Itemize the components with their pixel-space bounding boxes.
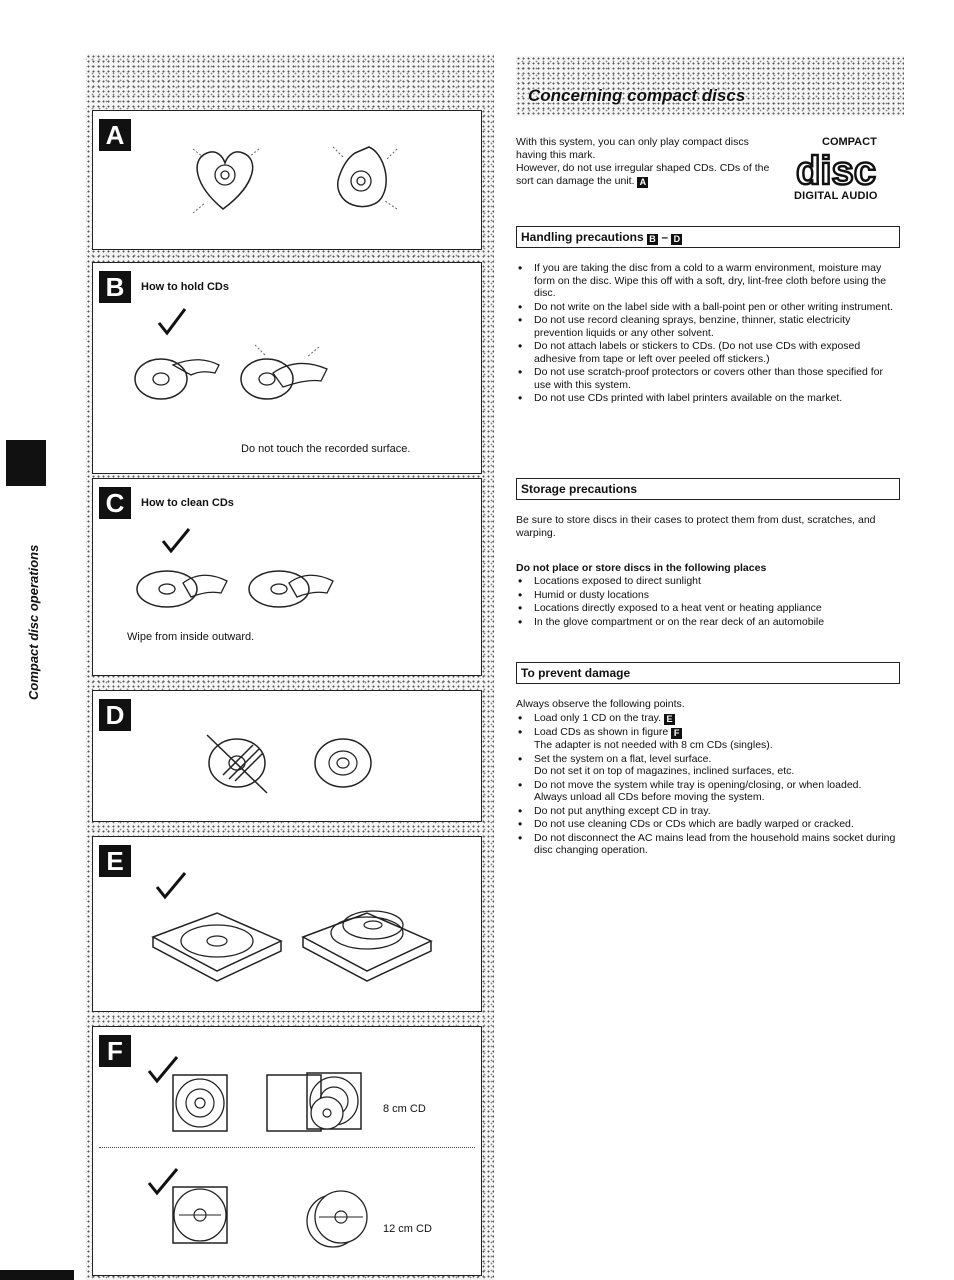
list-item — [516, 779, 900, 804]
list-item: • Do not use CDs printed with label printers available on the market. — [516, 392, 900, 405]
checkmark-icon — [163, 529, 189, 551]
label-8cm-cd: 8 cm CD — [383, 1103, 426, 1115]
list-item: • Locations directly exposed to a heat vent or heating appliance — [516, 602, 900, 615]
panel-c-title: How to clean CDs — [141, 497, 234, 509]
list-item: • Locations exposed to direct sunlight — [516, 575, 900, 588]
panel-b-title: How to hold CDs — [141, 281, 229, 293]
damage-heading-box — [516, 662, 900, 684]
damage-item-1: Load only 1 CD on the tray. — [534, 712, 662, 724]
intro-paragraph — [516, 136, 778, 188]
bottom-tab-marker — [0, 1270, 74, 1280]
panel-c-caption: Wipe from inside outward. — [127, 631, 255, 643]
list-item: • Do not use scratch-proof protectors or covers other than those specified for use with this system. — [516, 366, 900, 391]
logo-bottom-text: DIGITAL AUDIO — [794, 190, 878, 202]
cd-12cm-illustration — [143, 1157, 283, 1267]
list-item: • Do not put anything except CD in tray. — [516, 805, 900, 818]
damage-list — [516, 712, 900, 858]
panel-d-letter: D — [99, 699, 131, 731]
panel-e — [92, 836, 482, 1012]
panel-b — [92, 262, 482, 474]
panel-d — [92, 690, 482, 822]
panel-f — [92, 1026, 482, 1276]
damage-item-3-sub: Do not set it on top of magazines, inclined surfaces, etc. — [534, 765, 795, 777]
list-item: • If you are taking the disc from a cold to a warm environment, moisture may form on the disc. Wipe this off with a soft, dry, lint-free cloth before using the disc. — [516, 262, 900, 300]
tray-load-illustration — [133, 867, 473, 997]
list-item: • Do not attach labels or stickers to CDs. (Do not use CDs with exposed adhesive from tape or left over peeled off stickers.) — [516, 340, 900, 365]
disc-logo-wordmark — [794, 148, 904, 188]
section-title: Concerning compact discs — [528, 86, 746, 105]
list-item: • In the glove compartment or on the rear deck of an automobile — [516, 616, 900, 629]
figure-ref-a: A — [637, 177, 648, 188]
damage-item-2: Load CDs as shown in figure — [534, 726, 669, 738]
logo-word: disc — [796, 149, 877, 188]
list-item: • Do not disconnect the AC mains lead from the household mains socket during disc changing operation. — [516, 832, 900, 857]
intro-line-1: With this system, you can only play compact discs having this mark. — [516, 136, 749, 161]
intro-line-2: However, do not use irregular shaped CDs. CDs of the sort can damage the unit. — [516, 162, 770, 187]
handling-heading-box — [516, 226, 900, 248]
list-item — [516, 712, 900, 725]
list-item — [516, 726, 900, 752]
panel-a — [92, 110, 482, 250]
illustration-column — [86, 54, 494, 1280]
cd-12cm-wrong-illustration — [303, 1187, 383, 1257]
wipe-cd-illustration — [193, 715, 393, 805]
side-section-label: Compact disc operations — [26, 544, 41, 700]
checkmark-icon — [159, 309, 185, 333]
ref-dash: – — [661, 230, 669, 244]
list-item: • Do not write on the label side with a ball-point pen or other writing instrument. — [516, 301, 900, 314]
panel-e-letter: E — [99, 845, 131, 877]
figure-ref-e: E — [664, 714, 675, 725]
storage-paragraph: Be sure to store discs in their cases to protect them from dust, scratches, and warping. — [516, 514, 876, 539]
panel-c — [92, 478, 482, 676]
panel-b-caption: Do not touch the recorded surface. — [241, 443, 411, 455]
logo-top-text: COMPACT — [822, 136, 877, 148]
hold-cd-illustration — [123, 307, 463, 427]
list-item: • Do not use cleaning CDs or CDs which are badly warped or cracked. — [516, 818, 900, 831]
storage-list — [516, 575, 900, 629]
damage-item-4-sub: Always unload all CDs before moving the system. — [534, 791, 765, 803]
handling-list — [516, 262, 900, 406]
panel-a-letter: A — [99, 119, 131, 151]
storage-subheading: Do not place or store discs in the following places — [516, 562, 767, 574]
figure-ref-d: D — [671, 234, 682, 245]
section-title-banner — [516, 56, 904, 116]
damage-heading: To prevent damage — [521, 666, 631, 680]
damage-item-3: Set the system on a flat, level surface. — [534, 752, 712, 765]
damage-intro: Always observe the following points. — [516, 698, 685, 710]
storage-heading: Storage precautions — [521, 482, 638, 496]
checkmark-icon — [157, 873, 185, 897]
damage-item-2-sub: The adapter is not needed with 8 cm CDs (singles). — [534, 739, 773, 751]
label-12cm-cd: 12 cm CD — [383, 1223, 432, 1235]
list-item: • Humid or dusty locations — [516, 589, 900, 602]
panel-f-divider — [99, 1147, 475, 1148]
panel-f-letter: F — [99, 1035, 131, 1067]
handling-heading: Handling precautions — [521, 230, 644, 244]
damage-item-4: Do not move the system while tray is opening/closing, or when loaded. — [534, 778, 862, 791]
storage-heading-box — [516, 478, 900, 500]
panel-b-letter: B — [99, 271, 131, 303]
figure-ref-b: B — [647, 234, 658, 245]
panel-c-letter: C — [99, 487, 131, 519]
list-item: • Do not use record cleaning sprays, benzine, thinner, static electricity prevention liquids or any other solvent. — [516, 314, 900, 339]
clean-cd-illustration — [123, 527, 423, 627]
cd-8cm-wrong-illustration — [303, 1067, 383, 1147]
irregular-cd-illustration — [183, 139, 443, 229]
figure-ref-f: F — [671, 728, 682, 739]
list-item — [516, 753, 900, 778]
section-tab-marker — [6, 440, 46, 486]
compact-disc-logo — [794, 134, 904, 204]
